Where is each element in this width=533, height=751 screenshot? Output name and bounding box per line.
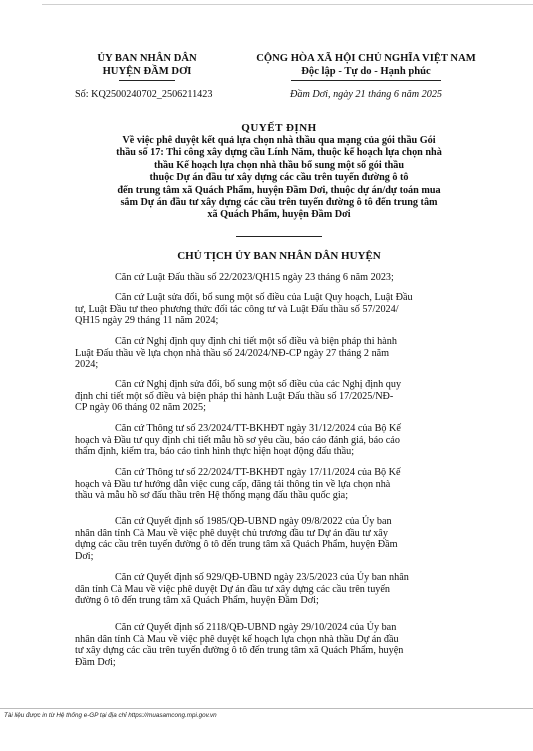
paragraph-line: dân tỉnh Cà Mau về việc phê duyệt Dự án đầu tư xây dựng các cầu trên tuyến [75, 583, 391, 595]
paragraph-line: 2024; [75, 359, 99, 371]
legal-basis-paragraph [75, 467, 485, 502]
legal-basis-paragraph [75, 572, 485, 607]
legal-basis-paragraph [75, 379, 485, 414]
paragraph-line: định chi tiết một số điều và biện pháp thi hành Luật Đấu thầu số 17/2025/NĐ- [75, 390, 394, 402]
legal-basis-paragraph [75, 336, 485, 371]
agency-underline [119, 80, 175, 81]
paragraph-line: thẩm định, kiểm tra, báo cáo tình hình thực hiện hoạt động đấu thầu; [75, 446, 355, 458]
paragraph-line: Căn cứ Thông tư số 23/2024/TT-BKHĐT ngày 31/12/2024 của Bộ Kế [115, 423, 401, 434]
paragraph-line: nhân dân tỉnh Cà Mau về việc phê duyệt kế hoạch lựa chọn nhà thầu Dự án đầu [75, 633, 399, 645]
top-border [42, 4, 533, 5]
place-date: Đầm Dơi, ngày 21 tháng 6 năm 2025 [290, 89, 443, 100]
paragraph-line: Căn cứ Quyết định số 2118/QĐ-UBND ngày 29/10/2024 của Ủy ban [115, 622, 397, 633]
subject-line: thuộc Dự án đầu tư xây dựng các cầu trên tuyến đường ô tô [149, 172, 409, 184]
paragraph-line: CP ngày 06 tháng 02 năm 2025; [75, 402, 206, 414]
subject-line: thầu số 17: Thi công xây dựng cầu Lính Năm, thuộc kế hoạch lựa chọn nhà [116, 147, 442, 159]
paragraph-line: QH15 ngày 29 tháng 11 năm 2024; [75, 315, 219, 327]
paragraph-line: Căn cứ Luật Đấu thầu số 22/2023/QH15 ngày 23 tháng 6 năm 2023; [115, 272, 394, 283]
subject-line: sắm Dự án đầu tư xây dựng các cầu trên tuyến đường ô tô đến trung tâm [120, 197, 438, 209]
national-header [236, 52, 496, 81]
subject-line: đến trung tâm xã Quách Phẩm, huyện Đầm Dơi, thuộc dự án/dự toán mua [117, 184, 441, 196]
paragraph-line: Đầm Dơi; [75, 656, 116, 668]
agency-header [62, 52, 232, 81]
paragraph-line: Căn cứ Nghị định sửa đổi, bổ sung một số điều của các Nghị định quy [115, 379, 402, 390]
agency-line-1: ỦY BAN NHÂN DÂN [97, 53, 197, 64]
paragraph-line: Căn cứ Quyết định số 929/QĐ-UBND ngày 23/5/2023 của Ủy ban nhân [115, 572, 409, 583]
chairman-heading: CHỦ TỊCH ỦY BAN NHÂN DÂN HUYỆN [177, 250, 381, 262]
paragraph-line: tư, Luật Đầu tư theo phương thức đối tác công tư và Luật Đấu thầu số 57/2024/ [75, 303, 399, 315]
legal-basis-paragraph [75, 292, 485, 327]
footer-divider [0, 708, 533, 709]
paragraph-line: thầu và mẫu hồ sơ đấu thầu trên Hệ thống mạng đấu thầu quốc gia; [75, 490, 349, 502]
subject-line: Về việc phê duyệt kết quả lựa chọn nhà thầu qua mạng của gói thầu Gói [122, 135, 436, 146]
print-source-footer: Tài liệu được in từ Hệ thống e-GP tại địa chỉ https://muasamcong.mpi.gov.vn [4, 712, 217, 719]
national-motto: Độc lập - Tự do - Hạnh phúc [301, 66, 431, 77]
paragraph-line: Căn cứ Luật sửa đổi, bổ sung một số điều của Luật Quy hoạch, Luật Đầu [115, 292, 413, 303]
subject-separator [236, 236, 322, 237]
agency-line-2: HUYỆN ĐẦM DƠI [102, 66, 192, 77]
legal-basis-paragraph [75, 622, 485, 668]
paragraph-line: hoạch và Đầu tư quy định chi tiết mẫu hồ sơ yêu cầu, báo cáo đánh giá, báo cáo [75, 434, 400, 446]
national-title: CỘNG HÒA XÃ HỘI CHỦ NGHĨA VIỆT NAM [256, 53, 476, 64]
legal-basis-paragraph [75, 516, 485, 562]
paragraph-line: Luật Đấu thầu về lựa chọn nhà thầu số 24/2024/NĐ-CP ngày 27 tháng 2 năm [75, 347, 390, 359]
motto-underline [291, 80, 441, 81]
document-number: Số: KQ2500240702_2506211423 [75, 89, 213, 100]
paragraph-line: dựng các cầu trên tuyến đường ô tô đến trung tâm xã Quách Phẩm, huyện Đầm [75, 539, 398, 551]
paragraph-line: Căn cứ Thông tư số 22/2024/TT-BKHĐT ngày 17/11/2024 của Bộ Kế [115, 467, 401, 478]
subject-line: xã Quách Phẩm, huyện Đầm Dơi [207, 209, 351, 221]
decision-title: QUYẾT ĐỊNH [241, 122, 317, 134]
paragraph-line: Căn cứ Quyết định số 1985/QĐ-UBND ngày 09/8/2022 của Ủy ban [115, 516, 392, 527]
paragraph-line: Căn cứ Nghị định quy định chi tiết một số điều và biện pháp thi hành [115, 336, 397, 347]
paragraph-line: tư xây dựng các cầu trên tuyến đường ô tô đến trung tâm xã Quách Phẩm, huyện [75, 645, 404, 657]
subject-line: thầu Kế hoạch lựa chọn nhà thầu bổ sung một số gói thầu [153, 159, 405, 171]
legal-basis-paragraph [75, 423, 485, 458]
paragraph-line: hoạch và Đầu tư hướng dẫn việc cung cấp, đăng tải thông tin về lựa chọn nhà [75, 478, 391, 490]
decision-subject [62, 135, 496, 222]
paragraph-line: nhân dân tỉnh Cà Mau về việc phê duyệt chủ trương đầu tư Dự án đầu tư xây [75, 527, 388, 539]
legal-basis-paragraph [75, 272, 485, 284]
paragraph-line: đường ô tô đến trung tâm xã Quách Phẩm, huyện Đầm Dơi; [75, 595, 319, 607]
paragraph-line: Dơi; [75, 550, 94, 562]
